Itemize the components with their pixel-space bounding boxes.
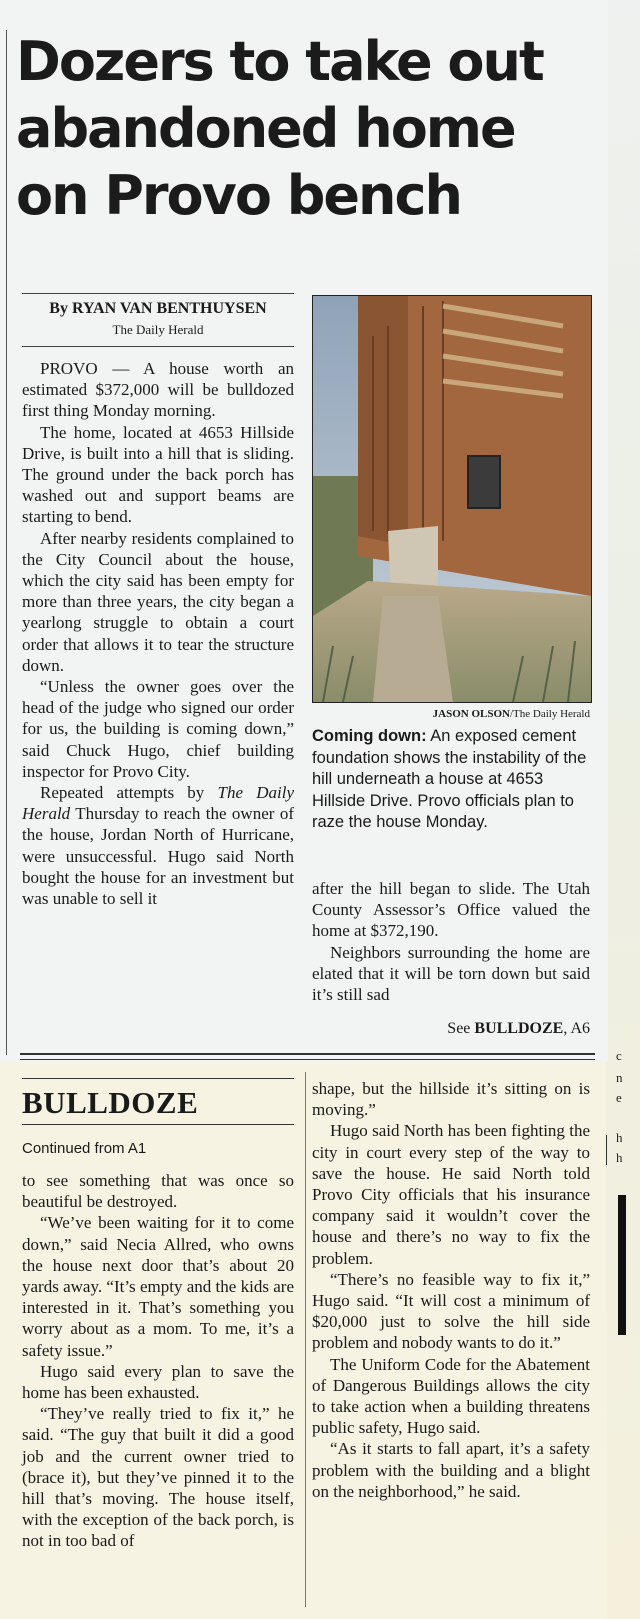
article-column-1 [22, 358, 294, 909]
adjacent-article-fragment: h [616, 1130, 623, 1145]
photo-caption [312, 726, 597, 834]
left-column-rule [6, 30, 7, 1055]
paragraph: “They’ve really tried to fix it,” he said. “The guy that built it did a good job and the current owner tried to (brace it), but they’ve pinned it to the hill that’s moving. The house itself, with the exception of the back porch, is not in too bad of [22, 1404, 294, 1551]
paragraph: PROVO — A house worth an estimated $372,000 will be bulldozed first thing Monday morning. [22, 359, 294, 421]
byline-top-rule [22, 293, 294, 294]
paragraph: shape, but the hillside it’s sitting on is moving.” [312, 1079, 590, 1120]
byline: By RYAN VAN BENTHUYSEN [49, 300, 267, 317]
paragraph: After nearby residents complained to the City Council about the house, which the city said has been empty for more than three years, the city began a yearlong struggle to obtain a court order that allows it to tear the structure down. [22, 528, 294, 675]
house-photo [312, 295, 592, 703]
paragraph: Hugo said every plan to save the home has been exhausted. [22, 1361, 294, 1403]
paragraph: Neighbors surrounding the home are elated that it will be torn down but said it’s still sad [312, 942, 590, 1005]
photo-credit [312, 708, 590, 720]
adjacent-article-fragment: n [616, 1070, 623, 1085]
adjacent-article-fragment: h [616, 1150, 623, 1165]
photographer-org: /The Daily Herald [509, 708, 590, 720]
jump-reference [312, 1020, 590, 1038]
headline: Dozers to take out abandoned home on Provo bench [16, 30, 543, 227]
paragraph: “Unless the owner goes over the head of the judge who signed our order for us, the building is coming down,” said Chuck Hugo, chief building inspector for Provo City. [22, 677, 294, 781]
paragraph: The home, located at 4653 Hillside Drive, is built into a hill that is sliding. The ground under the back porch has washed out and support beams are starting to bend. [22, 422, 294, 527]
see-label: See [447, 1020, 475, 1037]
byline-organization: The Daily Herald [112, 322, 204, 337]
text-run: Thursday to reach the owner of the house, Jordan North of Hurricane, were unsuccessful. Hugo said North bought the house for an investment but was unable to sell it [22, 804, 294, 909]
article-column-2 [312, 878, 590, 1005]
text-run: Repeated attempts by [40, 783, 218, 803]
caption-text: An exposed cement foundation shows the instability of the hill underneath a house at 4653 Hillside Drive. Provo officials plan to raze the house Monday. [312, 727, 587, 831]
paragraph: to see something that was once so beautiful be destroyed. [22, 1171, 294, 1212]
jump-title-bottom-rule [22, 1124, 294, 1125]
paragraph [22, 782, 294, 909]
adjacent-article-fragment: e [616, 1090, 622, 1105]
jump-title: BULLDOZE [22, 1085, 199, 1120]
photographer-name: JASON OLSON [432, 708, 510, 720]
see-target: BULLDOZE [474, 1020, 564, 1037]
caption-lead: Coming down: [312, 727, 427, 745]
continued-from: Continued from A1 [22, 1140, 147, 1157]
paragraph: “We’ve been waiting for it to come down,” said Necia Allred, who owns the house next door that’s about 20 yards away. “It’s empty and the kids are interested in it. That’s something you worry about as a mom. To me, it’s a safety issue.” [22, 1213, 294, 1360]
paragraph: The Uniform Code for the Abatement of Dangerous Buildings allows the city to take action when a building threatens public safety, Hugo said. [312, 1354, 590, 1438]
see-page: , A6 [563, 1020, 590, 1037]
paragraph: “There’s no feasible way to fix it,” Hugo said. “It will cost a minimum of $20,000 just to solve the hill side problem and nobody wants to do it.” [312, 1269, 590, 1353]
adjacent-article-fragment: c [616, 1048, 622, 1063]
byline-bottom-rule [22, 346, 294, 347]
jump-title-top-rule [22, 1078, 294, 1079]
paragraph: after the hill began to slide. The Utah County Assessor’s Office valued the home at $372,190. [312, 879, 590, 941]
section-divider [20, 1053, 595, 1060]
jump-column-1 [22, 1170, 294, 1552]
side-column-rule [606, 1135, 607, 1165]
adjacent-column-bar [618, 1195, 626, 1335]
paragraph: “As it starts to fall apart, it’s a safety problem with the building and a blight on the neighborhood,” he said. [312, 1439, 590, 1501]
paragraph: Hugo said North has been fighting the city in court every step of the way to save the house. He said North told Provo City officials that his insurance company said it wouldn’t cover the house and there’s no way to fix the problem. [312, 1121, 590, 1268]
jump-column-2 [312, 1078, 590, 1502]
column-divider [305, 1072, 306, 1607]
publication-name: The Daily Herald [22, 783, 294, 824]
